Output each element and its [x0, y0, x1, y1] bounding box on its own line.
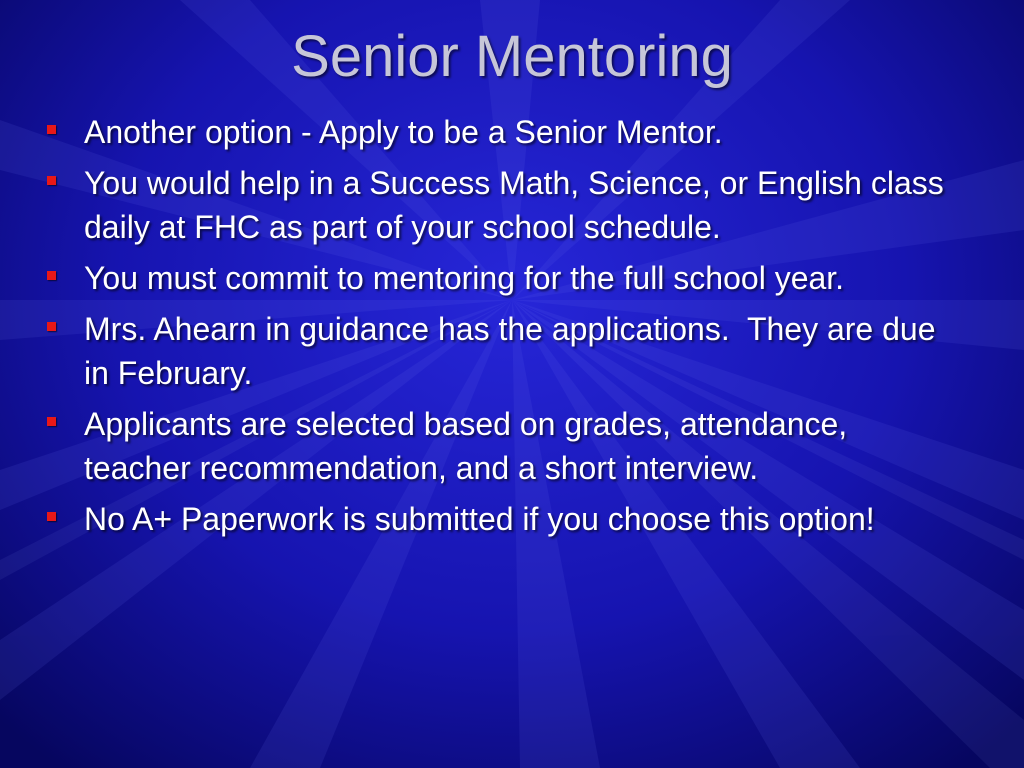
- bullet-text: You must commit to mentoring for the full school year.: [84, 260, 845, 296]
- bullet-item: [44, 161, 949, 249]
- square-bullet-icon: [47, 271, 56, 280]
- bullet-text: No A+ Paperwork is submitted if you choose this option!: [84, 501, 875, 537]
- bullet-text: Applicants are selected based on grades, attendance, teacher recommendation, and a short interview.: [84, 406, 848, 486]
- bullet-item: [44, 497, 949, 541]
- square-bullet-icon: [47, 125, 56, 134]
- bullet-item: [44, 402, 949, 490]
- bullet-item: [44, 256, 949, 300]
- square-bullet-icon: [47, 176, 56, 185]
- square-bullet-icon: [47, 512, 56, 521]
- bullet-text: You would help in a Success Math, Science, or English class daily at FHC as part of your school schedule.: [84, 165, 944, 245]
- square-bullet-icon: [47, 417, 56, 426]
- slide-title: Senior Mentoring: [291, 24, 733, 89]
- bullet-text: Mrs. Ahearn in guidance has the applications. They are due in February.: [84, 311, 945, 391]
- square-bullet-icon: [47, 322, 56, 331]
- bullet-text: Another option - Apply to be a Senior Mentor.: [84, 114, 723, 150]
- bullet-list: [44, 110, 949, 548]
- bullet-item: [44, 110, 949, 154]
- bullet-item: [44, 307, 949, 395]
